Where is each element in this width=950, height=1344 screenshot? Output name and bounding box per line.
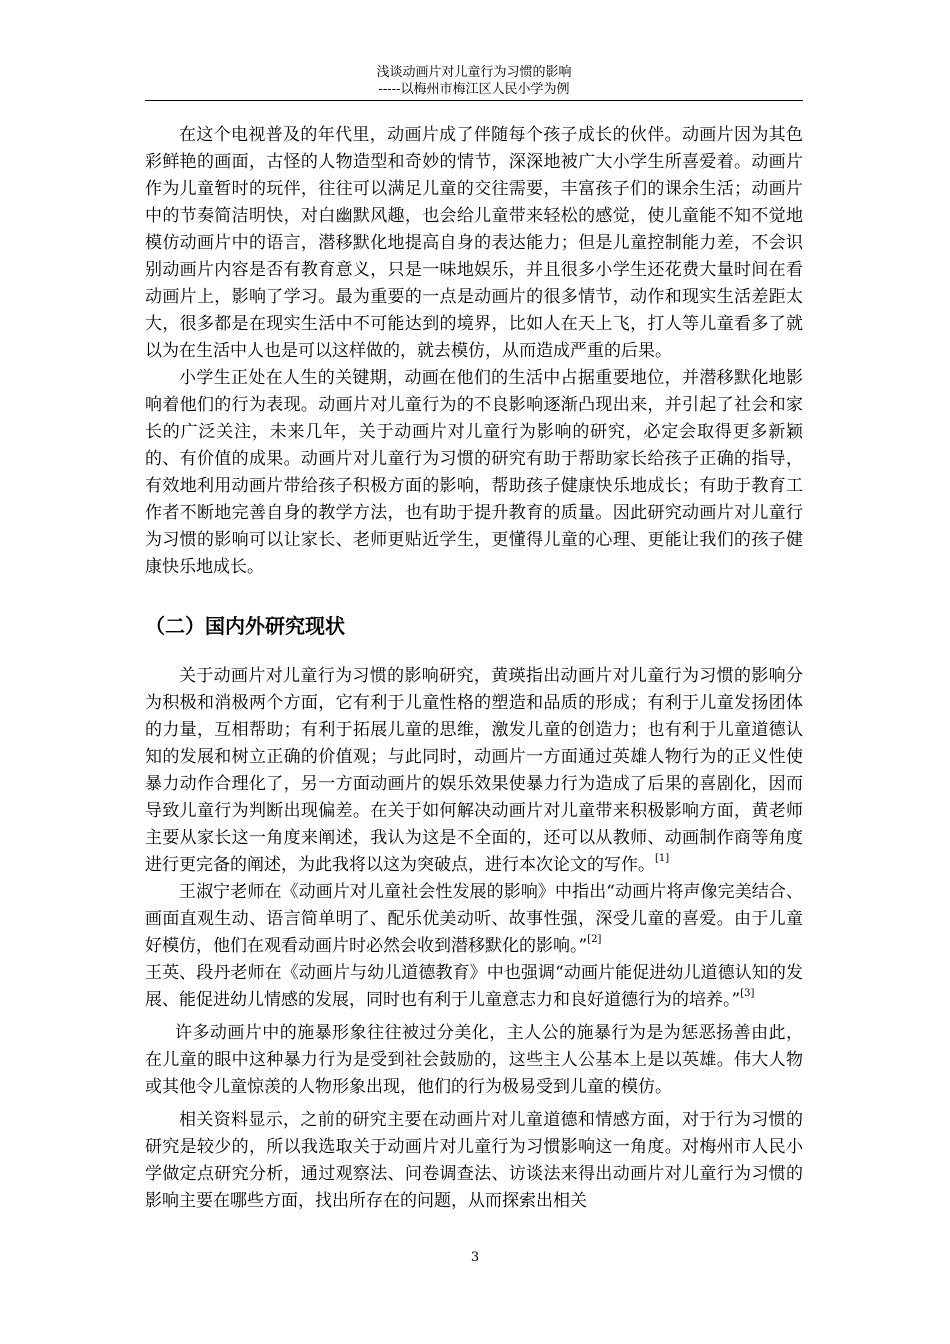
body-text (145, 122, 803, 1215)
header-title: 浅谈动画片对儿童行为习惯的影响 (376, 65, 572, 80)
paragraph-research-2b-text: 王英、段丹老师在《动画片与幼儿道德教育》中也强调“动画片能促进幼儿道德认知的发展、能促进幼儿情感的发展，同时也有利于儿童意志力和良好道德行为的培养。” (145, 963, 803, 1010)
paragraph-research-3: 许多动画片中的施暴形象往往被过分美化，主人公的施暴行为是为惩恶扬善由此，在儿童的眼中这种暴力行为是受到社会鼓励的，这些主人公基本上是以英雄。伟大人物或其他令儿童惊羡的人物形象出现，他们的行为极易受到儿童的模仿。 (145, 1023, 803, 1097)
paragraph-research-4: 相关资料显示，之前的研究主要在动画片对儿童道德和情感方面，对于行为习惯的研究是较少的，所以我选取关于动画片对儿童行为习惯影响这一角度。对梅州市人民小学做定点研究分析，通过观察法、问卷调查法、访谈法来得出动画片对儿童行为习惯的影响主要在哪些方面，找出所存在的问题，从而探索出相关 (145, 1110, 803, 1211)
running-header (145, 64, 803, 98)
citation-3: [3] (740, 988, 755, 1000)
paragraph-research-2a-text: 王淑宁老师在《动画片对儿童社会性发展的影响》中指出“动画片将声像完美结合、画面直观生动、语言简单明了、配乐优美动听、故事性强，深受儿童的喜爱。由于儿童好模仿，他们在观看动画片时必然会收到潜移默化的影响。” (145, 882, 803, 956)
paragraph-intro-1: 在这个电视普及的年代里，动画片成了伴随每个孩子成长的伙伴。动画片因为其色彩鲜艳的画面，古怪的人物造型和奇妙的情节，深深地被广大小学生所喜爱着。动画片作为儿童暂时的玩伴，往往可以满足儿童的交往需要，丰富孩子们的课余生活；动画片中的节奏简洁明快，对白幽默风趣，也会给儿童带来轻松的感觉，使儿童能不知不觉地模仿动画片中的语言，潜移默化地提高自身的表达能力；但是儿童控制能力差，不会识别动画片内容是否有教育意义，只是一味地娱乐，并且很多小学生还花费大量时间在看动画片上，影响了学习。最为重要的一点是动画片的很多情节，动作和现实生活差距太大，很多都是在现实生活中不可能达到的境界，比如人在天上飞，打人等儿童看多了就以为在生活中人也是可以这样做的，就去模仿，从而造成严重的后果。 (145, 125, 803, 361)
citation-2: [2] (587, 934, 602, 946)
section-heading: （二）国内外研究现状 (145, 614, 345, 638)
paragraph-research-2b (145, 960, 803, 1014)
page-number: 3 (470, 1250, 480, 1265)
paragraph-research-1-text: 关于动画片对儿童行为习惯的影响研究，黄瑛指出动画片对儿童行为习惯的影响分为积极和消极两个方面，它有利于儿童性格的塑造和品质的形成；有利于儿童发扬团体的力量，互相帮助；有利于拓展儿童的思维，激发儿童的创造力；也有利于儿童道德认知的发展和树立正确的价值观；与此同时，动画片一方面通过英雄人物行为的正义性使暴力动作合理化了，另一方面动画片的娱乐效果使暴力行为造成了后果的喜剧化，因而导致儿童行为判断出现偏差。在关于如何解决动画片对儿童带来积极影响方面，黄老师主要从家长这一角度来阐述，我认为这是不全面的，还可以从教师、动画制作商等角度进行更完备的阐述，为此我将以这为突破点，进行本次论文的写作。 (145, 666, 803, 875)
paragraph-intro-2: 小学生正处在人生的关键期，动画在他们的生活中占据重要地位，并潜移默化地影响着他们的行为表现。动画片对儿童行为的不良影响逐渐凸现出来，并引起了社会和家长的广泛关注，未来几年，关于动画片对儿童行为影响的研究，必定会取得更多新颖的、有价值的成果。动画片对儿童行为习惯的研究有助于帮助家长给孩子正确的指导，有效地利用动画片带给孩子积极方面的影响，帮助孩子健康快乐地成长；有助于教育工作者不断地完善自身的教学方法，也有助于提升教育的质量。因此研究动画片对儿童行为习惯的影响可以让家长、老师更贴近学生，更懂得儿童的心理、更能让我们的孩子健康快乐地成长。 (145, 368, 803, 577)
citation-1: [1] (655, 853, 670, 865)
paragraph-research-2 (145, 879, 803, 960)
header-subtitle: -----以梅州市梅江区人民小学为例 (378, 82, 570, 97)
header-rule (145, 100, 803, 101)
paragraph-research-1 (145, 663, 803, 879)
